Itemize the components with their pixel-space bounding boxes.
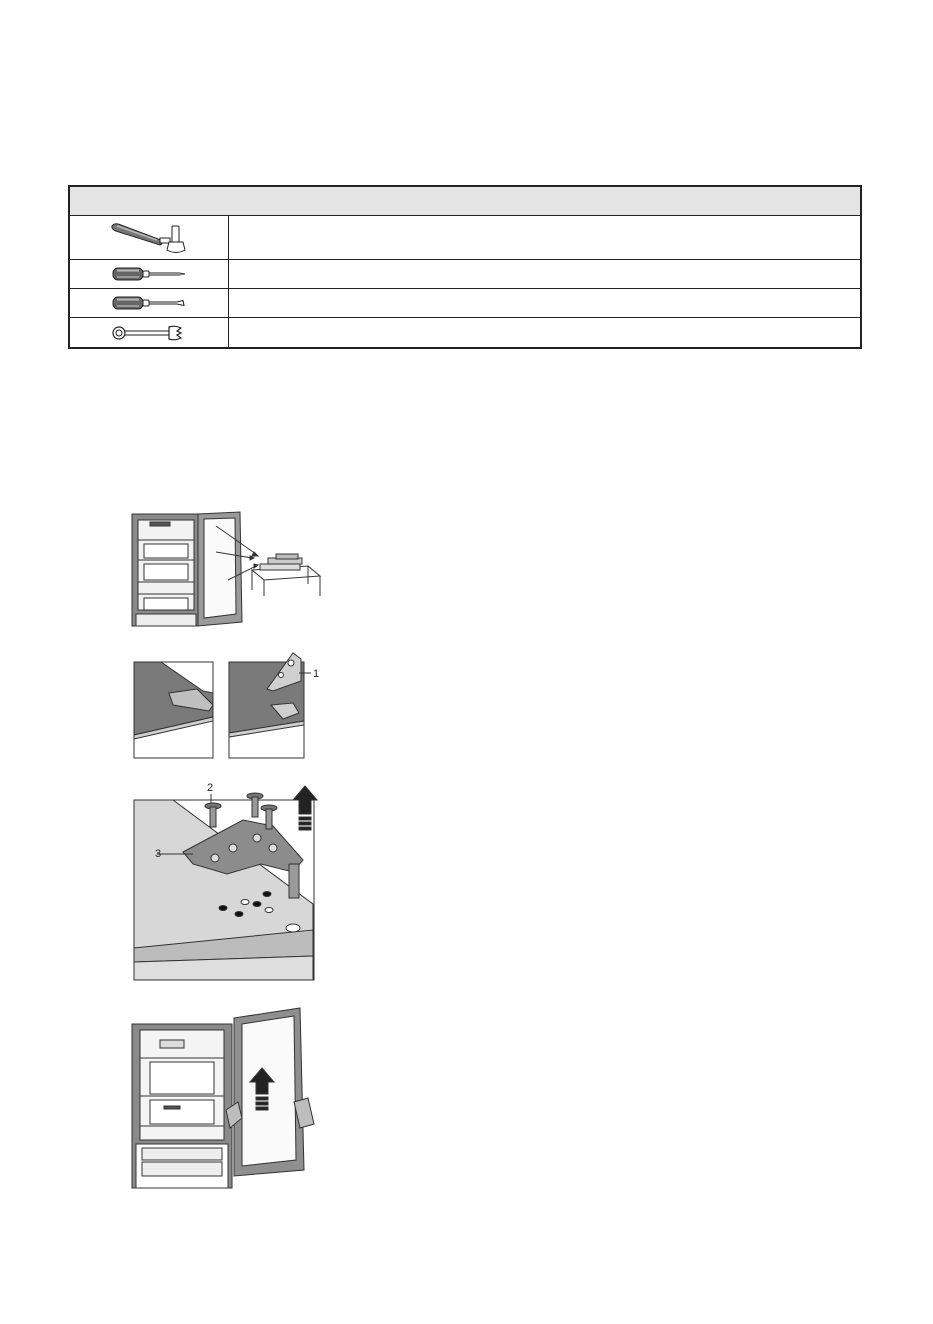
tool-cell xyxy=(70,216,229,259)
tool-description xyxy=(229,318,860,347)
callout-1: 1 xyxy=(313,668,320,680)
open-end-wrench-icon xyxy=(109,323,189,343)
tools-table-header xyxy=(70,187,860,216)
tool-cell xyxy=(70,318,229,347)
tools-row xyxy=(70,318,860,347)
tool-description xyxy=(229,216,860,259)
tools-row xyxy=(70,260,860,289)
tools-row xyxy=(70,216,860,260)
flat-screwdriver-icon xyxy=(109,294,189,312)
hex-socket-wrench-icon xyxy=(109,220,189,256)
tools-row xyxy=(70,289,860,318)
tool-description xyxy=(229,260,860,288)
tools-table xyxy=(68,185,862,349)
phillips-screwdriver-icon xyxy=(109,265,189,283)
tool-cell xyxy=(70,260,229,288)
tool-description xyxy=(229,289,860,317)
figure-remove-hinge-cover xyxy=(133,651,328,759)
figure-remove-door-parts xyxy=(130,510,325,630)
tool-cell xyxy=(70,289,229,317)
callout-2: 2 xyxy=(207,782,214,794)
figure-lift-door xyxy=(130,1006,330,1190)
callout-3: 3 xyxy=(155,848,162,860)
figure-unscrew-hinge xyxy=(133,778,328,982)
